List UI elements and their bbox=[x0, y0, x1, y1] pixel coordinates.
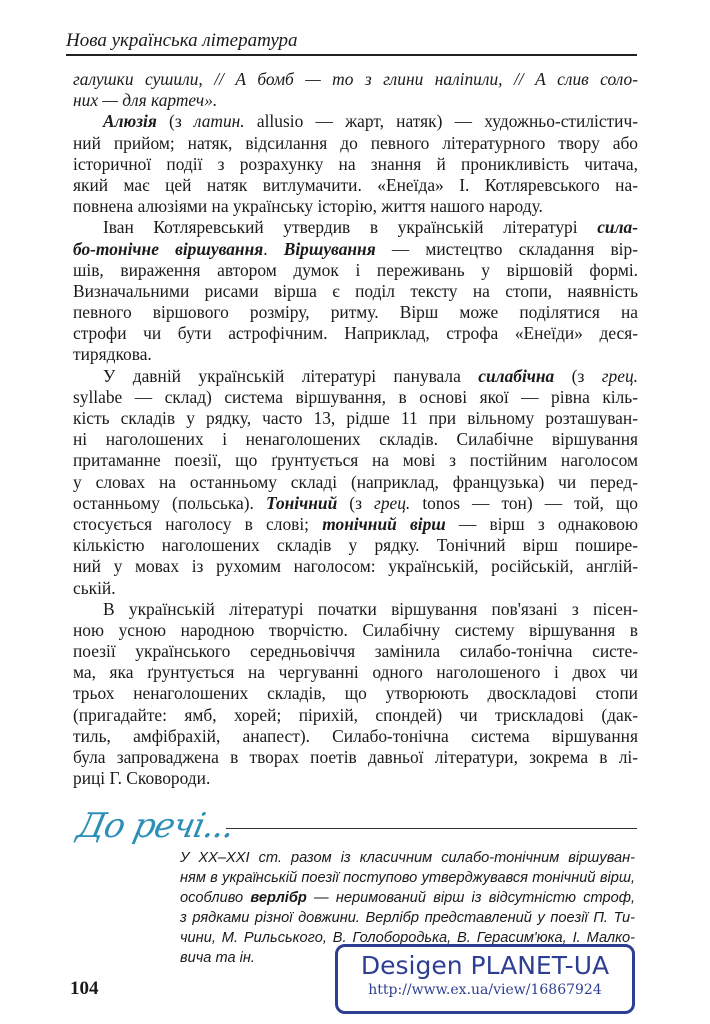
text-line bbox=[73, 239, 638, 260]
aside-title: До речі... bbox=[73, 806, 238, 846]
text-line bbox=[73, 323, 638, 344]
text-run: певного віршового розміру, ритму. Вірш може поділятися на bbox=[73, 302, 638, 323]
text-line bbox=[73, 175, 638, 196]
text-line bbox=[73, 281, 638, 302]
text-run: ма, яка ґрунтується на чергуванні одного наголошеного і двох чи bbox=[73, 662, 638, 683]
main-text bbox=[73, 69, 638, 789]
text-line bbox=[73, 493, 638, 514]
text-line bbox=[73, 472, 638, 493]
text-line bbox=[73, 69, 638, 90]
text-run: — мистецтво складання вір- bbox=[375, 238, 638, 259]
stamp-url: http://www.ex.ua/view/16867924 bbox=[368, 982, 602, 998]
text-run: з рядками різної довжини. Верлібр представлений у поезії П. Ти- bbox=[180, 910, 635, 926]
text-run: Іван Котляревський утвердив в українській літературі bbox=[103, 217, 598, 238]
text-run: у словах на останньому складі (наприклад, французька) чи перед- bbox=[73, 471, 638, 492]
text-run: шів, вираження автором думок і переживань у віршовій формі. bbox=[73, 259, 638, 280]
text-run: тирядкова. bbox=[73, 344, 152, 365]
text-line bbox=[73, 196, 638, 217]
text-run: В українській літературі початки віршування пов'язані з пісен- bbox=[103, 598, 638, 619]
running-header bbox=[66, 30, 637, 56]
text-line bbox=[73, 683, 638, 704]
text-run: ний прийом; натяк, відсилання до певного літературного твору або bbox=[73, 132, 638, 153]
text-line bbox=[73, 408, 638, 429]
text-run: У давній українській літературі панувала bbox=[103, 365, 479, 386]
text-line bbox=[73, 429, 638, 450]
text-line bbox=[73, 556, 638, 577]
text-line bbox=[73, 154, 638, 175]
text-run: особливо bbox=[180, 890, 251, 906]
text-run: чини, М. Рильського, В. Голобородька, В. Герасим'юка, І. Малко- bbox=[180, 930, 635, 946]
page-number: 104 bbox=[70, 978, 99, 999]
text-run: . bbox=[263, 238, 284, 259]
text-line bbox=[73, 705, 638, 726]
text-run: ні наголошених і ненаголошених складів. Силабічне віршування bbox=[73, 429, 638, 450]
text-line bbox=[180, 868, 635, 888]
emphasis-text: сила- bbox=[597, 217, 638, 238]
text-run: У XX–XXI ст. разом із класичним силабо-тонічним віршуван- bbox=[180, 850, 635, 866]
text-line bbox=[73, 662, 638, 683]
text-run: ною усною народною творчістю. Силабічну систему віршування в bbox=[73, 619, 638, 640]
emphasis-text: Віршування bbox=[283, 238, 376, 259]
text-line bbox=[180, 888, 635, 908]
emphasis-text: грец. bbox=[601, 365, 639, 386]
text-line bbox=[73, 302, 638, 323]
emphasis-text: латин. bbox=[193, 111, 245, 132]
text-run: — вірш з однаковою bbox=[445, 513, 638, 534]
text-line bbox=[73, 726, 638, 747]
emphasis-text: галушки сушили, // А бомб — то з глини наліпили, // А слив соло- bbox=[73, 69, 638, 89]
text-line bbox=[73, 535, 638, 556]
emphasis-text: грец. bbox=[374, 492, 411, 513]
text-line bbox=[73, 260, 638, 281]
text-line bbox=[73, 641, 638, 662]
text-run: історичної події з розрахунку на знання й проникливість читача, bbox=[73, 153, 638, 174]
text-run: syllabe — склад) система віршування, в основі якої — рівна кіль- bbox=[73, 386, 638, 407]
text-line bbox=[180, 848, 635, 868]
emphasis-text: них — для картеч». bbox=[73, 90, 218, 111]
text-run: кількістю наголошених складів у рядку. Тонічний вірш пошире- bbox=[73, 535, 638, 556]
text-line bbox=[73, 450, 638, 471]
text-run: вича та ін. bbox=[180, 950, 255, 966]
text-run: трьох ненаголошених складів, що утворюють двоскладові стопи bbox=[73, 683, 638, 704]
text-line bbox=[180, 908, 635, 928]
emphasis-text: верлібр bbox=[250, 890, 307, 906]
aside-divider bbox=[226, 828, 637, 829]
text-line bbox=[73, 366, 638, 387]
text-run: tonos — тон) — той, що bbox=[410, 492, 638, 513]
text-line bbox=[73, 133, 638, 154]
text-line bbox=[73, 90, 638, 111]
text-run: стосується наголосу в слові; bbox=[73, 513, 323, 534]
text-line bbox=[73, 514, 638, 535]
text-run: тиль, амфібрахій, анапест). Силабо-тонічна система віршування bbox=[73, 725, 638, 746]
text-line bbox=[73, 111, 638, 132]
text-run: повнена алюзіями на українську історію, життя нашого народу. bbox=[73, 196, 543, 217]
text-run: поезії українського середньовіччя замінила силабо-тонічна систе- bbox=[73, 641, 638, 662]
text-line bbox=[73, 217, 638, 238]
emphasis-text: Алюзія bbox=[103, 111, 157, 132]
text-run: кість складів у рядку, часто 13, рідше 11 при вільному розташуван- bbox=[73, 408, 638, 428]
emphasis-text: бо-тонічне віршування bbox=[73, 238, 264, 259]
header-title: Нова українська література bbox=[66, 30, 298, 51]
text-run: ням в українській поезії поступово утверджувався тонічний вірш, bbox=[180, 870, 635, 886]
text-line bbox=[73, 620, 638, 641]
text-run: строфи чи бути астрофічним. Наприклад, строфа «Енеїди» деся- bbox=[73, 323, 638, 344]
emphasis-text: силабічна bbox=[478, 365, 555, 386]
text-run: (пригадайте: ямб, хорей; пірихій, спондей) чи трискладові (дак- bbox=[73, 704, 638, 725]
text-run: риці Г. Сковороди. bbox=[73, 768, 211, 789]
text-run: останньому (польська). bbox=[73, 492, 266, 513]
text-line bbox=[73, 768, 638, 789]
watermark-stamp bbox=[335, 944, 635, 1014]
text-run: (з bbox=[156, 111, 194, 132]
text-run: (з bbox=[337, 492, 375, 513]
text-line bbox=[73, 344, 638, 365]
text-run: — неримований вірш із відсутністю строф, bbox=[306, 890, 635, 906]
emphasis-text: Тонічний bbox=[265, 492, 338, 513]
text-line bbox=[73, 599, 638, 620]
text-run: ській. bbox=[73, 577, 116, 598]
text-line bbox=[73, 387, 638, 408]
text-run: була запроваджена в творах поетів давньої літератури, зокрема в лі- bbox=[73, 747, 638, 767]
text-line bbox=[73, 747, 638, 768]
text-run: Визначальними рисами вірша є поділ тексту на стопи, наявність bbox=[73, 280, 638, 301]
text-run: ний у мовах із рухомим наголосом: українській, російській, англій- bbox=[73, 556, 638, 577]
emphasis-text: тонічний вірш bbox=[322, 513, 446, 534]
stamp-title: Desigen PLANET-UA bbox=[360, 951, 610, 980]
text-run: який має цей натяк витлумачити. «Енеїда» І. Котляревського на- bbox=[73, 174, 638, 195]
text-run: притаманне поезії, що ґрунтується на мові з постійним наголосом bbox=[73, 450, 638, 471]
text-line bbox=[73, 578, 638, 599]
text-run: allusio — жарт, натяк) — художньо-стилістич- bbox=[244, 111, 638, 132]
text-run: (з bbox=[554, 365, 602, 386]
